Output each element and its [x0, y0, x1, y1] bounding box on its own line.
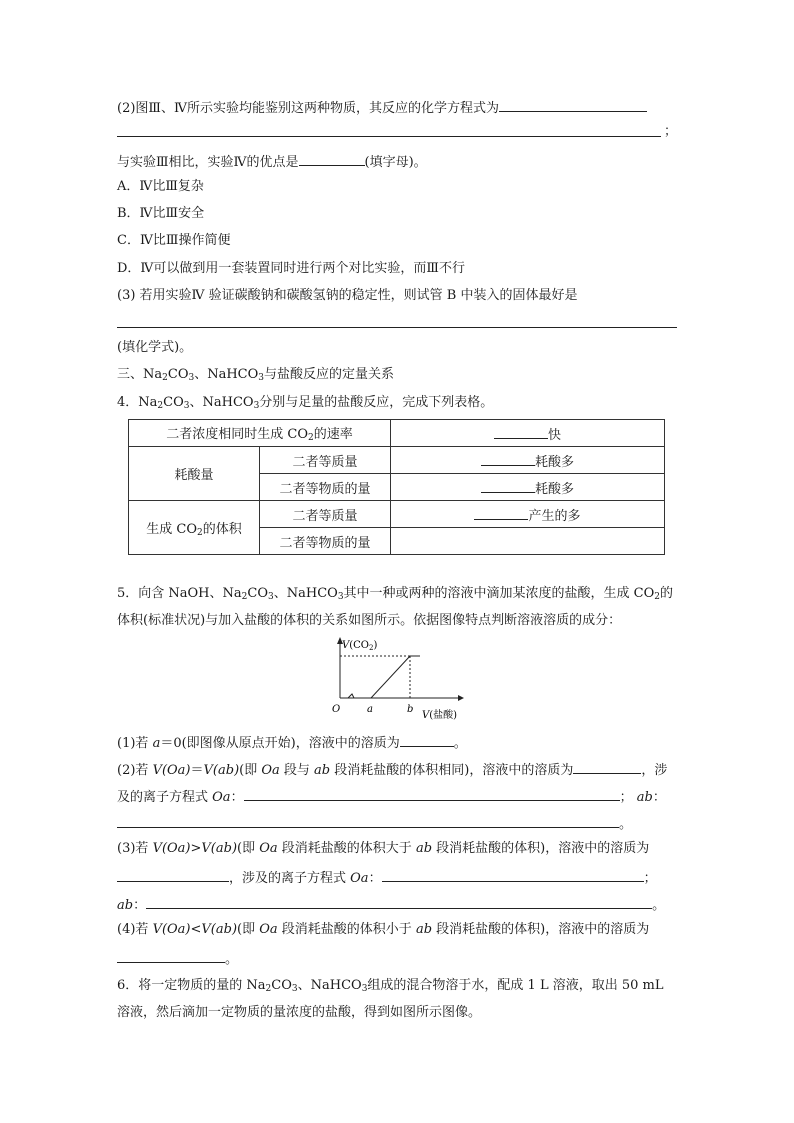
q5p3-t3: 段消耗盐酸的体积大于 — [277, 841, 416, 856]
q5-sub4: 2 — [654, 592, 661, 602]
s3-t2: CO — [167, 367, 189, 382]
q6-t1: 6．将一定物质的量的 Na — [117, 978, 266, 993]
s3-t4: 与盐酸反应的定量关系 — [264, 367, 395, 382]
q5-part2-line2 — [117, 786, 666, 807]
acid-equal-moles: 二者等物质的量 — [260, 474, 391, 501]
acid-equal-mass: 二者等质量 — [260, 447, 391, 474]
acid-mass-blank[interactable] — [481, 451, 535, 466]
q5p2-t4: 段消耗盐酸的体积相同)，溶液中的溶质为 — [330, 763, 574, 778]
gas-equal-moles-answer[interactable] — [391, 528, 665, 555]
q2-line3 — [117, 151, 427, 172]
q5-t2: CO — [247, 586, 268, 601]
comparison-table — [128, 419, 665, 555]
q5p4-t3: 段消耗盐酸的体积小于 — [277, 922, 416, 937]
q5p1-blank[interactable] — [400, 732, 454, 747]
origin-label: O — [332, 704, 341, 715]
q5p2-t5: ，涉 — [641, 763, 668, 778]
q2-option-a: A．Ⅳ比Ⅲ复杂 — [117, 179, 204, 194]
q5p3-ab-equation-blank[interactable] — [146, 894, 652, 909]
q6-t3: 、NaHCO — [297, 978, 362, 993]
gas-equal-mass-answer — [391, 501, 665, 528]
table-row — [129, 501, 665, 528]
q5-t5: 的 — [660, 586, 674, 601]
q2-fill-letter-hint: (填字母)。 — [364, 155, 427, 170]
section3-heading — [117, 366, 394, 387]
gas-label-text: 生成 CO — [146, 521, 197, 537]
q5-sub3: 3 — [337, 592, 344, 602]
q5-part2-line1 — [117, 759, 667, 780]
q5p1-end: 。 — [453, 736, 467, 751]
q5p1-t1: (1)若 — [117, 736, 153, 751]
q6-t4: 组成的混合物溶于水，配成 1 L 溶液，取出 50 mL — [367, 978, 664, 993]
q5p3l3-ab: ab — [117, 898, 134, 913]
acid-more-text: 耗酸多 — [534, 454, 574, 470]
q5p3-oa-equation-blank[interactable] — [382, 867, 644, 882]
s3-t1: 三、Na — [117, 367, 163, 382]
q4-t1: 4．Na — [117, 395, 158, 410]
q4-sub1: 2 — [157, 401, 164, 411]
q2-equation-blank-2[interactable] — [117, 136, 661, 137]
q5-part4-line2 — [117, 948, 238, 969]
q4-t3: 、NaHCO — [189, 395, 254, 410]
gas-equal-moles: 二者等物质的量 — [260, 528, 391, 555]
s3-t3: 、NaHCO — [194, 367, 259, 382]
table-row — [129, 420, 665, 447]
q2-question-text: (2)图Ⅲ、Ⅳ所示实验均能鉴别这两种物质，其反应的化学方程式为 — [117, 101, 499, 116]
q5p2-oa-equation-blank[interactable] — [244, 786, 620, 801]
q3-line2: (填化学式)。 — [117, 340, 193, 355]
q6-sub3: 3 — [361, 984, 368, 994]
q5-part2-line3 — [117, 813, 632, 834]
q5-part1 — [117, 732, 467, 753]
q5p4-lt: < — [190, 922, 202, 937]
s3-sub2: 3 — [188, 373, 195, 383]
q5-part3-line3 — [117, 894, 665, 915]
q2-advantage-blank[interactable] — [299, 151, 365, 166]
q5p4-end: 。 — [225, 952, 239, 967]
q4-sub2: 3 — [183, 401, 190, 411]
q5p2-t1: (2)若 — [117, 763, 153, 778]
co2-volume-graph — [330, 636, 475, 724]
q5p3-gt: > — [190, 841, 202, 856]
q5p2l2-ab: ab — [636, 790, 653, 805]
gas-equal-mass: 二者等质量 — [260, 501, 391, 528]
q5p2-solute-blank[interactable] — [573, 759, 641, 774]
q5p3-t1: (3)若 — [117, 841, 153, 856]
q2-option-b: B．Ⅳ比Ⅲ安全 — [117, 206, 205, 221]
gas-mass-blank[interactable] — [474, 505, 528, 520]
q5p3l2-oa: Oa — [350, 871, 369, 886]
acid-equal-moles-answer — [391, 474, 665, 501]
q6-sub2: 3 — [291, 984, 298, 994]
q5p3-v1: V(Oa) — [152, 841, 191, 856]
q4-sub3: 3 — [253, 401, 260, 411]
q5p3-t2: (即 — [237, 841, 260, 856]
q5p1-var: a — [152, 736, 161, 751]
x-axis-label: V(盐酸) — [422, 710, 458, 721]
point-b-label: b — [407, 704, 414, 715]
gas-more-text: 产生的多 — [528, 508, 581, 524]
point-a-label: a — [367, 704, 373, 715]
q5-part3-line2 — [117, 867, 657, 888]
co2-line — [371, 656, 410, 698]
q5p4-ab: ab — [415, 922, 433, 937]
q5p4-t2: (即 — [237, 922, 260, 937]
q2-equation-blank-1[interactable] — [499, 97, 647, 112]
q5-part3-line1 — [117, 840, 649, 858]
acid-more-text-2: 耗酸多 — [534, 481, 574, 497]
q5p2-t2: (即 — [239, 763, 262, 778]
q6-t2: CO — [271, 978, 292, 993]
rate-value-text: 快 — [547, 427, 561, 443]
q5p3-t4: 段消耗盐酸的体积)，溶液中的溶质为 — [432, 841, 650, 856]
q2-option-d: D．Ⅳ可以做到用一套装置同时进行两个对比实验，而Ⅲ不行 — [117, 261, 465, 276]
q3-answer-blank[interactable] — [117, 327, 677, 328]
s3-sub1: 2 — [162, 373, 168, 383]
q3-line1: (3) 若用实验Ⅳ 验证碳酸钠和碳酸氢钠的稳定性，则试管 B 中装入的固体最好是 — [117, 288, 578, 303]
q5p2-v2: V(ab) — [203, 763, 240, 778]
q5p1-t2: ＝0(即图像从原点开始)，溶液中的溶质为 — [160, 736, 400, 751]
q6-sub1: 2 — [265, 984, 272, 994]
q5p4-solute-blank[interactable] — [117, 948, 225, 963]
q5p2l3-end: 。 — [619, 817, 633, 832]
q5p2l2-t1: 及的离子方程式 — [117, 790, 213, 805]
gas-label — [129, 501, 260, 555]
q5-sub2: 3 — [268, 592, 274, 602]
rate-label-sub: 2 — [308, 433, 314, 443]
q5p2-ab-equation-blank[interactable] — [117, 813, 619, 828]
q5p2-v1: V(Oa) — [152, 763, 191, 778]
q4-t4: 分别与足量的盐酸反应，完成下列表格。 — [259, 395, 494, 410]
q5p3l2-colon: ： — [368, 871, 382, 886]
table-row — [129, 447, 665, 474]
acid-moles-blank[interactable] — [481, 478, 535, 493]
q5p4-t1: (4)若 — [117, 922, 153, 937]
row-rate-answer — [391, 420, 665, 447]
q5p2-eq: ＝ — [190, 763, 204, 778]
q5p4-oa: Oa — [259, 922, 278, 937]
acid-equal-mass-answer — [391, 447, 665, 474]
q5-t1: 5．向含 NaOH、Na — [117, 586, 242, 601]
q5-part4-line1 — [117, 921, 649, 939]
q5p3l3-end: 。 — [652, 898, 666, 913]
q5p4-v1: V(Oa) — [152, 922, 191, 937]
y-axis-label: $V(CO_2)$ — [342, 640, 378, 652]
row-rate-label — [129, 420, 391, 447]
q6-line2: 溶液，然后滴加一定物质的量浓度的盐酸，得到如图所示图像。 — [117, 1005, 482, 1020]
q5p3-ab: ab — [415, 841, 433, 856]
gas-label-post: 的体积 — [202, 521, 242, 537]
gas-label-sub: 2 — [197, 527, 203, 538]
rate-label-post: 的速率 — [313, 427, 353, 442]
q5p3-v2: V(ab) — [201, 841, 238, 856]
q4-question — [117, 394, 493, 415]
acid-label: 耗酸量 — [129, 447, 260, 501]
axis-break-mark — [348, 694, 354, 698]
q2-option-c: C．Ⅳ比Ⅲ操作简便 — [117, 233, 231, 248]
q2-semicolon: ； — [664, 124, 678, 139]
x-axis-arrow — [458, 695, 464, 701]
q2-advantage-text: 与实验Ⅲ相比，实验Ⅳ的优点是 — [117, 155, 299, 170]
q5p3l2-t1: ，涉及的离子方程式 — [229, 871, 351, 886]
q5p2l2-colon2: ： — [652, 790, 666, 805]
q5-sub1: 2 — [241, 592, 248, 602]
q5-t4: 其中一种或两种的溶液中滴加某浓度的盐酸，生成 CO — [343, 586, 655, 601]
q5p3-oa: Oa — [259, 841, 278, 856]
q5p2l2-oa: Oa — [212, 790, 231, 805]
q5p4-t4: 段消耗盐酸的体积)，溶液中的溶质为 — [432, 922, 650, 937]
q2-line1 — [117, 97, 647, 118]
q5p2-oa: Oa — [261, 763, 280, 778]
q6-line1 — [117, 977, 664, 998]
q5-t3: 、NaHCO — [273, 586, 338, 601]
q5-line1 — [117, 585, 673, 606]
rate-label-text: 二者浓度相同时生成 CO — [166, 427, 308, 442]
s3-sub3: 3 — [258, 373, 265, 383]
q5p2l2-semi: ； — [619, 790, 633, 805]
q5p2l2-colon: ： — [230, 790, 244, 805]
q5p2-t3: 段与 — [279, 763, 315, 778]
q5p2-ab: ab — [314, 763, 331, 778]
q5p4-v2: V(ab) — [201, 922, 238, 937]
q5p3l2-semi: ； — [643, 871, 657, 886]
rate-blank[interactable] — [494, 424, 548, 439]
q5p3l3-colon: ： — [133, 898, 147, 913]
q5p3-solute-blank[interactable] — [117, 867, 229, 882]
q5-line2: 体积(标准状况)与加入盐酸的体积的关系如图所示。依据图像特点判断溶液溶质的成分： — [117, 613, 622, 628]
q4-t2: CO — [163, 395, 184, 410]
